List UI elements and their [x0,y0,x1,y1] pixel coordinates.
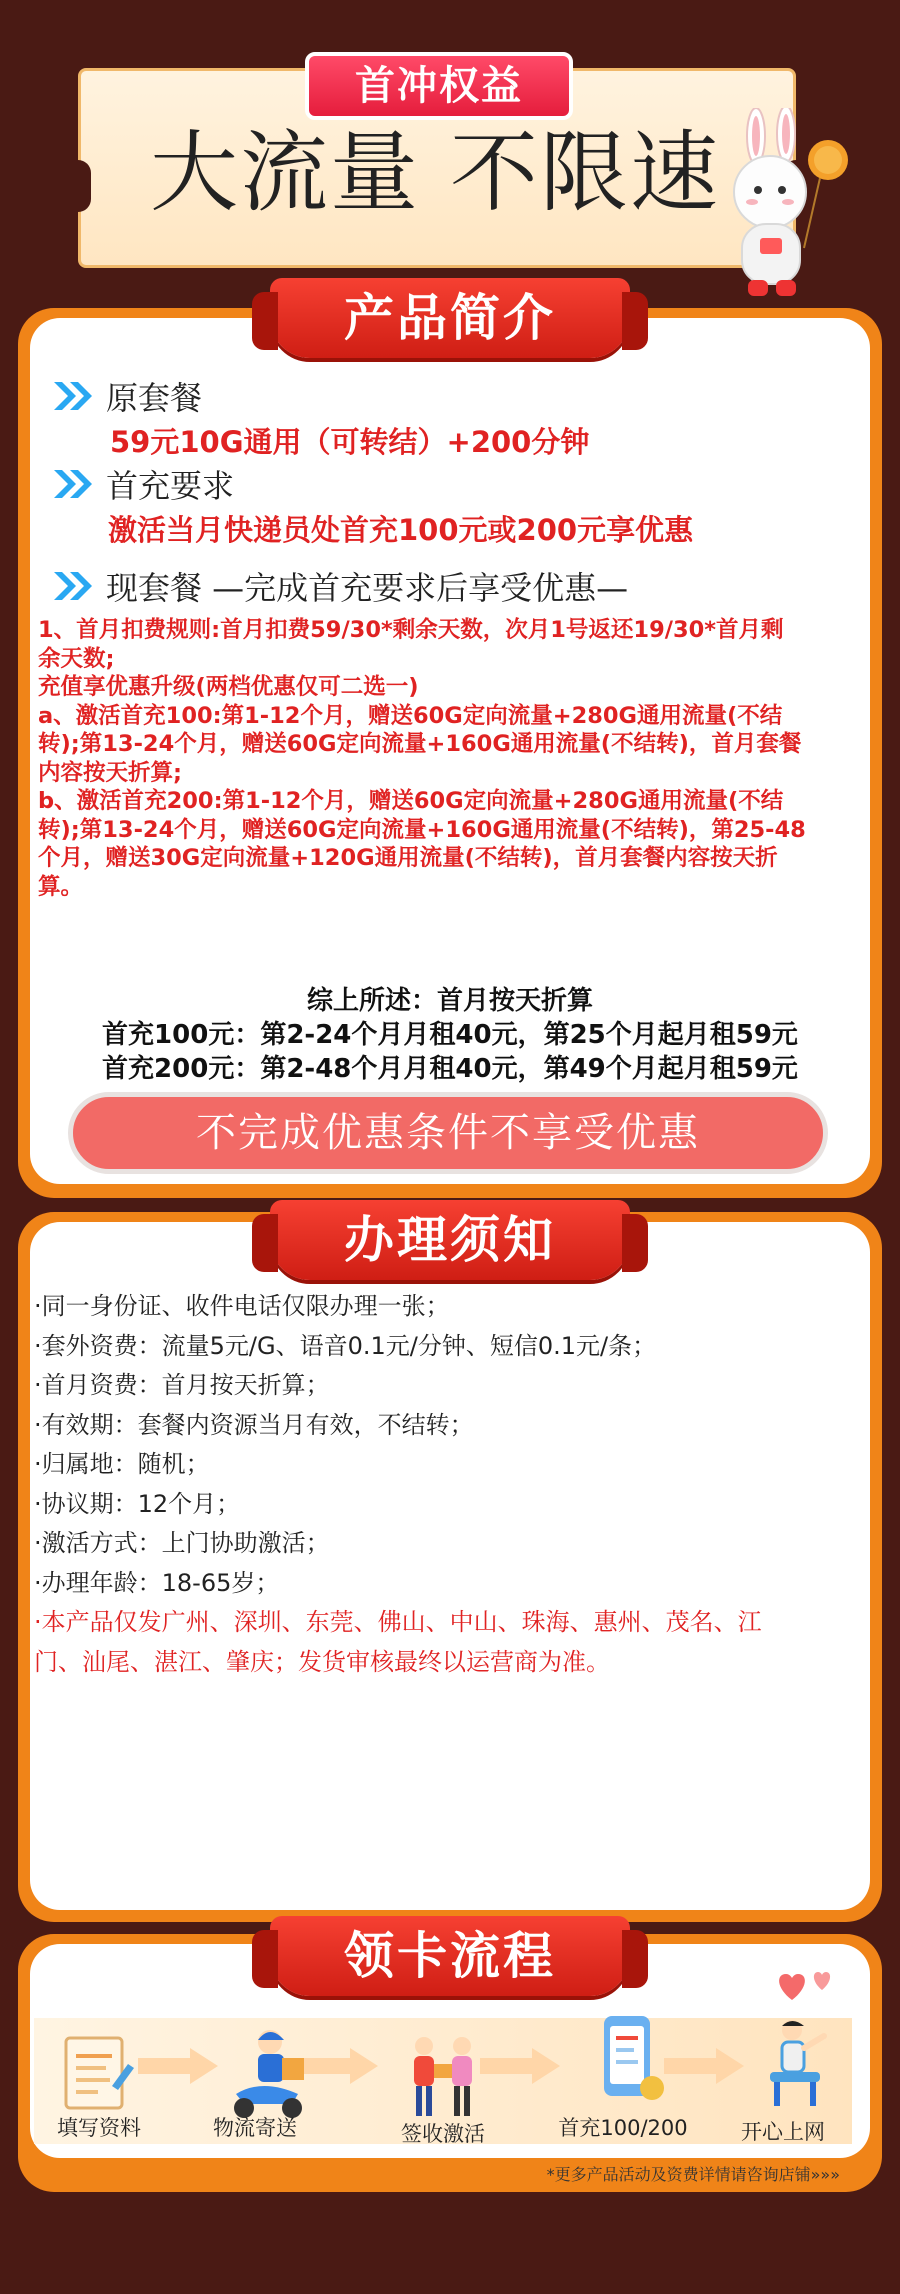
courier-scooter-icon [222,2024,312,2124]
rule-line: 余天数; [38,645,115,672]
notice-item: ·归属地：随机； [34,1450,210,1478]
notice-item: ·协议期：12个月； [34,1489,241,1518]
original-plan-label: 原套餐 [106,379,203,417]
original-plan-row [52,374,202,418]
notice-item: ·首月资费：首月按天折算； [34,1371,330,1399]
rule-line: a、激活首充100:第1-12个月，赠送60G定向流量+280G通用流量(不结 [38,702,783,729]
intro-ribbon: 产品简介 [270,278,630,358]
rule-line: 1、首月扣费规则:首月扣费59/30*剩余天数，次月1号返还19/30*首月剩 [38,617,784,643]
requirement-label: 首充要求 [106,467,235,505]
notice-area-line: 门、汕尾、湛江、肇庆；发货审核最终以运营商为准。 [34,1647,610,1676]
rule-line: 个月，赠送30G定向流量+120G通用流量(不结转)，首月套餐内容按天折 [38,845,778,871]
process-ribbon: 领卡流程 [270,1916,630,1996]
summary-200: 首充200元：第2-48个月月租40元，第49个月起月租59元 [102,1054,798,1084]
hearts-icon [772,1966,842,2006]
hero-tag: 首冲权益 [305,52,573,120]
rule-line: 内容按天折算; [38,759,182,786]
handover-icon [398,2030,488,2130]
double-chevron-icon [52,378,96,414]
step-label: 填写资料 [57,2116,141,2140]
rule-line: 算。 [38,873,84,900]
notice-ribbon: 办理须知 [270,1200,630,1280]
original-plan-text: 59元10G通用（可转结）+200分钟 [110,425,590,459]
notice-item: ·同一身份证、收件电话仅限办理一张； [34,1292,450,1320]
rule-line: 充值享优惠升级(两档优惠仅可二选一) [38,674,419,700]
arrow-right-icon [664,2046,744,2086]
phone-topup-icon [582,2008,672,2108]
arrow-right-icon [480,2046,560,2086]
arrow-right-icon [138,2046,218,2086]
step-label: 开心上网 [741,2120,825,2144]
summary-title: 综上所述：首月按天折算 [306,986,593,1016]
summary-100: 首充100元：第2-24个月月租40元，第25个月起月租59元 [102,1020,798,1050]
rabbit-astronaut-icon [708,108,848,308]
warning-pill: 不完成优惠条件不享受优惠 [68,1092,828,1174]
rule-line: b、激活首充200:第1-12个月，赠送60G定向流量+280G通用流量(不结 [38,788,784,814]
notice-item: ·套外资费：流量5元/G、语音0.1元/分钟、短信0.1元/条； [34,1331,657,1360]
requirement-row [52,462,234,506]
step-label: 物流寄送 [213,2116,297,2140]
notice-list [34,1287,854,1682]
rule-line: 转);第13-24个月，赠送60G定向流量+160G通用流量(不结转)，首月套餐 [38,731,802,757]
happy-user-icon [752,2014,842,2114]
rules-block [38,616,850,901]
notice-item: ·有效期：套餐内资源当月有效，不结转； [34,1410,474,1439]
step-label: 首充100/200 [558,2116,688,2140]
hero-title: 大流量 不限速 [150,121,720,224]
notice-item: ·办理年龄：18-65岁； [34,1568,280,1597]
current-plan-label: 现套餐 —完成首充要求后享受优惠— [106,569,629,607]
current-plan-row [52,564,628,608]
notice-item: ·激活方式：上门协助激活； [34,1529,330,1557]
step-label: 签收激活 [401,2122,485,2146]
hero-notch-left [65,160,91,212]
double-chevron-icon [52,466,96,502]
double-chevron-icon [52,568,96,604]
rule-line: 转);第13-24个月，赠送60G定向流量+160G通用流量(不结转)，第25-48 [38,816,806,843]
footnote: *更多产品活动及资费详情请咨询店铺»»» [546,2165,840,2184]
requirement-text: 激活当月快递员处首充100元或200元享优惠 [108,513,694,547]
notice-area-line: ·本产品仅发广州、深圳、东莞、佛山、中山、珠海、惠州、茂名、江 [34,1608,762,1636]
